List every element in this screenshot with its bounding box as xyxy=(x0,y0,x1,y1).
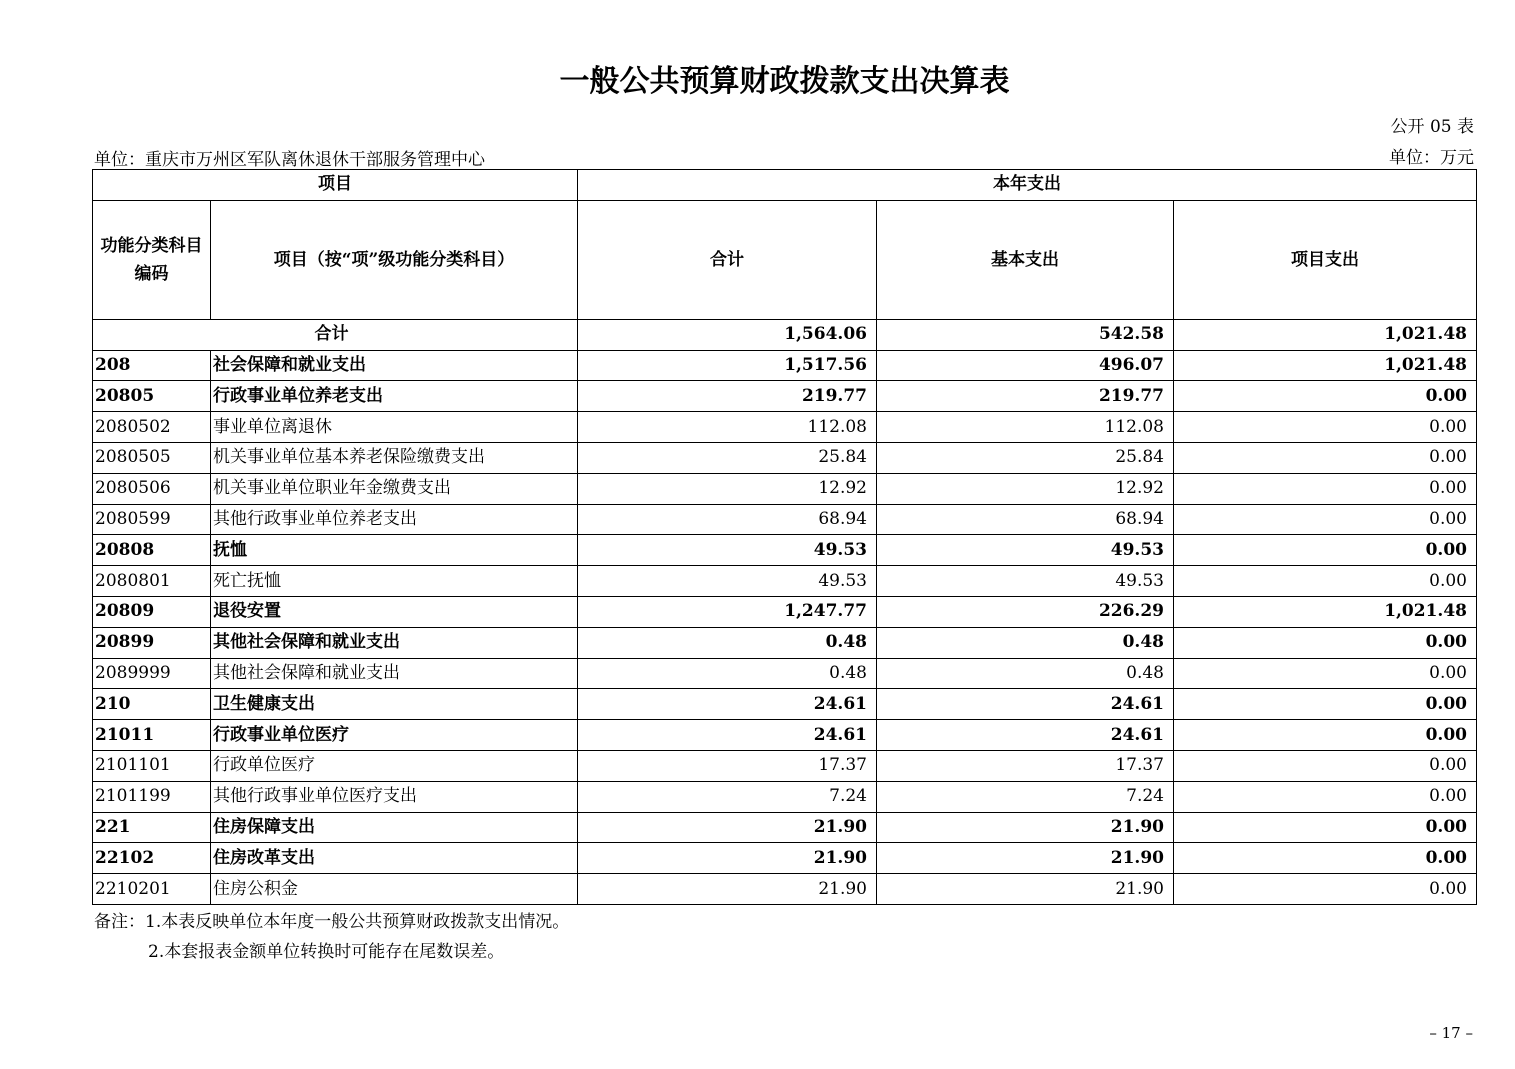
code-cell: 20808 xyxy=(93,535,211,566)
total-cell: 24.61 xyxy=(578,689,877,720)
header-name: 项目（按“项”级功能分类科目） xyxy=(211,200,578,319)
basic-cell: 7.24 xyxy=(877,781,1174,812)
basic-cell: 68.94 xyxy=(877,504,1174,535)
project-cell: 0.00 xyxy=(1174,658,1477,689)
basic-cell: 21.90 xyxy=(877,843,1174,874)
project-cell: 0.00 xyxy=(1174,627,1477,658)
reporting-unit: 单位：重庆市万州区军队离休退休干部服务管理中心 xyxy=(94,150,485,170)
name-cell: 事业单位离退休 xyxy=(211,412,578,443)
header-code: 功能分类科目编码 xyxy=(93,200,211,319)
code-cell: 2089999 xyxy=(93,658,211,689)
total-row xyxy=(93,319,1477,350)
basic-cell: 24.61 xyxy=(877,720,1174,751)
code-cell: 2080505 xyxy=(93,442,211,473)
basic-cell: 21.90 xyxy=(877,874,1174,905)
form-number: 公开 05 表 xyxy=(1390,117,1474,137)
project-cell: 0.00 xyxy=(1174,412,1477,443)
header-row-1 xyxy=(93,170,1477,201)
table-row xyxy=(93,750,1477,781)
basic-cell: 112.08 xyxy=(877,412,1174,443)
project-cell: 0.00 xyxy=(1174,535,1477,566)
code-cell: 21011 xyxy=(93,720,211,751)
project-cell: 0.00 xyxy=(1174,689,1477,720)
header-row-2 xyxy=(93,200,1477,319)
table-row xyxy=(93,658,1477,689)
expenditure-table xyxy=(92,169,1477,905)
table-row xyxy=(93,381,1477,412)
table-row xyxy=(93,596,1477,627)
table-row xyxy=(93,350,1477,381)
header-total: 合计 xyxy=(578,200,877,319)
table-row xyxy=(93,442,1477,473)
total-cell: 25.84 xyxy=(578,442,877,473)
header-project-exp: 项目支出 xyxy=(1174,200,1477,319)
total-cell: 49.53 xyxy=(578,566,877,597)
table-row xyxy=(93,843,1477,874)
project-cell: 0.00 xyxy=(1174,566,1477,597)
name-cell: 卫生健康支出 xyxy=(211,689,578,720)
header-basic: 基本支出 xyxy=(877,200,1174,319)
code-cell: 2101101 xyxy=(93,750,211,781)
table-row xyxy=(93,535,1477,566)
name-cell: 其他社会保障和就业支出 xyxy=(211,627,578,658)
notes xyxy=(94,907,569,967)
total-cell: 0.48 xyxy=(578,658,877,689)
total-cell: 7.24 xyxy=(578,781,877,812)
table-row xyxy=(93,689,1477,720)
name-cell: 退役安置 xyxy=(211,596,578,627)
name-cell: 其他行政事业单位养老支出 xyxy=(211,504,578,535)
note-line-1: 备注：1.本表反映单位本年度一般公共预算财政拨款支出情况。 xyxy=(94,912,570,932)
total-cell: 12.92 xyxy=(578,473,877,504)
project-cell: 0.00 xyxy=(1174,442,1477,473)
total-cell: 68.94 xyxy=(578,504,877,535)
code-cell: 2080506 xyxy=(93,473,211,504)
code-cell: 2080502 xyxy=(93,412,211,443)
name-cell: 行政事业单位医疗 xyxy=(211,720,578,751)
note-line-2: 2.本套报表金额单位转换时可能存在尾数误差。 xyxy=(148,942,505,962)
total-sum: 1,564.06 xyxy=(578,319,877,350)
code-cell: 2210201 xyxy=(93,874,211,905)
project-cell: 0.00 xyxy=(1174,874,1477,905)
total-cell: 0.48 xyxy=(578,627,877,658)
name-cell: 死亡抚恤 xyxy=(211,566,578,597)
project-cell: 0.00 xyxy=(1174,843,1477,874)
page-title: 一般公共预算财政拨款支出决算表 xyxy=(559,64,1010,99)
basic-cell: 0.48 xyxy=(877,658,1174,689)
page-number: – 17 – xyxy=(1429,1024,1473,1042)
header-this-year: 本年支出 xyxy=(578,170,1477,201)
basic-cell: 17.37 xyxy=(877,750,1174,781)
table-row xyxy=(93,627,1477,658)
currency-unit: 单位：万元 xyxy=(1389,148,1474,168)
basic-cell: 219.77 xyxy=(877,381,1174,412)
name-cell: 抚恤 xyxy=(211,535,578,566)
table-row xyxy=(93,812,1477,843)
total-label: 合计 xyxy=(93,319,578,350)
code-cell: 2080801 xyxy=(93,566,211,597)
total-cell: 21.90 xyxy=(578,843,877,874)
basic-cell: 226.29 xyxy=(877,596,1174,627)
name-cell: 其他社会保障和就业支出 xyxy=(211,658,578,689)
project-cell: 0.00 xyxy=(1174,473,1477,504)
total-cell: 112.08 xyxy=(578,412,877,443)
total-cell: 49.53 xyxy=(578,535,877,566)
code-cell: 22102 xyxy=(93,843,211,874)
table-row xyxy=(93,504,1477,535)
table-row xyxy=(93,874,1477,905)
name-cell: 其他行政事业单位医疗支出 xyxy=(211,781,578,812)
total-cell: 17.37 xyxy=(578,750,877,781)
name-cell: 住房改革支出 xyxy=(211,843,578,874)
name-cell: 行政单位医疗 xyxy=(211,750,578,781)
name-cell: 社会保障和就业支出 xyxy=(211,350,578,381)
name-cell: 住房公积金 xyxy=(211,874,578,905)
total-cell: 1,517.56 xyxy=(578,350,877,381)
name-cell: 行政事业单位养老支出 xyxy=(211,381,578,412)
code-cell: 2080599 xyxy=(93,504,211,535)
basic-cell: 0.48 xyxy=(877,627,1174,658)
project-cell: 0.00 xyxy=(1174,812,1477,843)
total-cell: 1,247.77 xyxy=(578,596,877,627)
code-cell: 2101199 xyxy=(93,781,211,812)
total-basic: 542.58 xyxy=(877,319,1174,350)
total-cell: 21.90 xyxy=(578,812,877,843)
project-cell: 1,021.48 xyxy=(1174,596,1477,627)
table-row xyxy=(93,781,1477,812)
code-cell: 20805 xyxy=(93,381,211,412)
total-cell: 21.90 xyxy=(578,874,877,905)
project-cell: 0.00 xyxy=(1174,381,1477,412)
project-cell: 0.00 xyxy=(1174,750,1477,781)
basic-cell: 49.53 xyxy=(877,535,1174,566)
code-cell: 20899 xyxy=(93,627,211,658)
table-row xyxy=(93,720,1477,751)
name-cell: 机关事业单位职业年金缴费支出 xyxy=(211,473,578,504)
project-cell: 0.00 xyxy=(1174,720,1477,751)
total-cell: 24.61 xyxy=(578,720,877,751)
code-cell: 221 xyxy=(93,812,211,843)
project-cell: 0.00 xyxy=(1174,781,1477,812)
basic-cell: 496.07 xyxy=(877,350,1174,381)
name-cell: 机关事业单位基本养老保险缴费支出 xyxy=(211,442,578,473)
project-cell: 1,021.48 xyxy=(1174,350,1477,381)
basic-cell: 12.92 xyxy=(877,473,1174,504)
table-row xyxy=(93,412,1477,443)
basic-cell: 21.90 xyxy=(877,812,1174,843)
basic-cell: 25.84 xyxy=(877,442,1174,473)
table-row xyxy=(93,566,1477,597)
basic-cell: 24.61 xyxy=(877,689,1174,720)
project-cell: 0.00 xyxy=(1174,504,1477,535)
code-cell: 20809 xyxy=(93,596,211,627)
code-cell: 208 xyxy=(93,350,211,381)
total-cell: 219.77 xyxy=(578,381,877,412)
basic-cell: 49.53 xyxy=(877,566,1174,597)
header-project: 项目 xyxy=(93,170,578,201)
total-project: 1,021.48 xyxy=(1174,319,1477,350)
code-cell: 210 xyxy=(93,689,211,720)
table-row xyxy=(93,473,1477,504)
name-cell: 住房保障支出 xyxy=(211,812,578,843)
